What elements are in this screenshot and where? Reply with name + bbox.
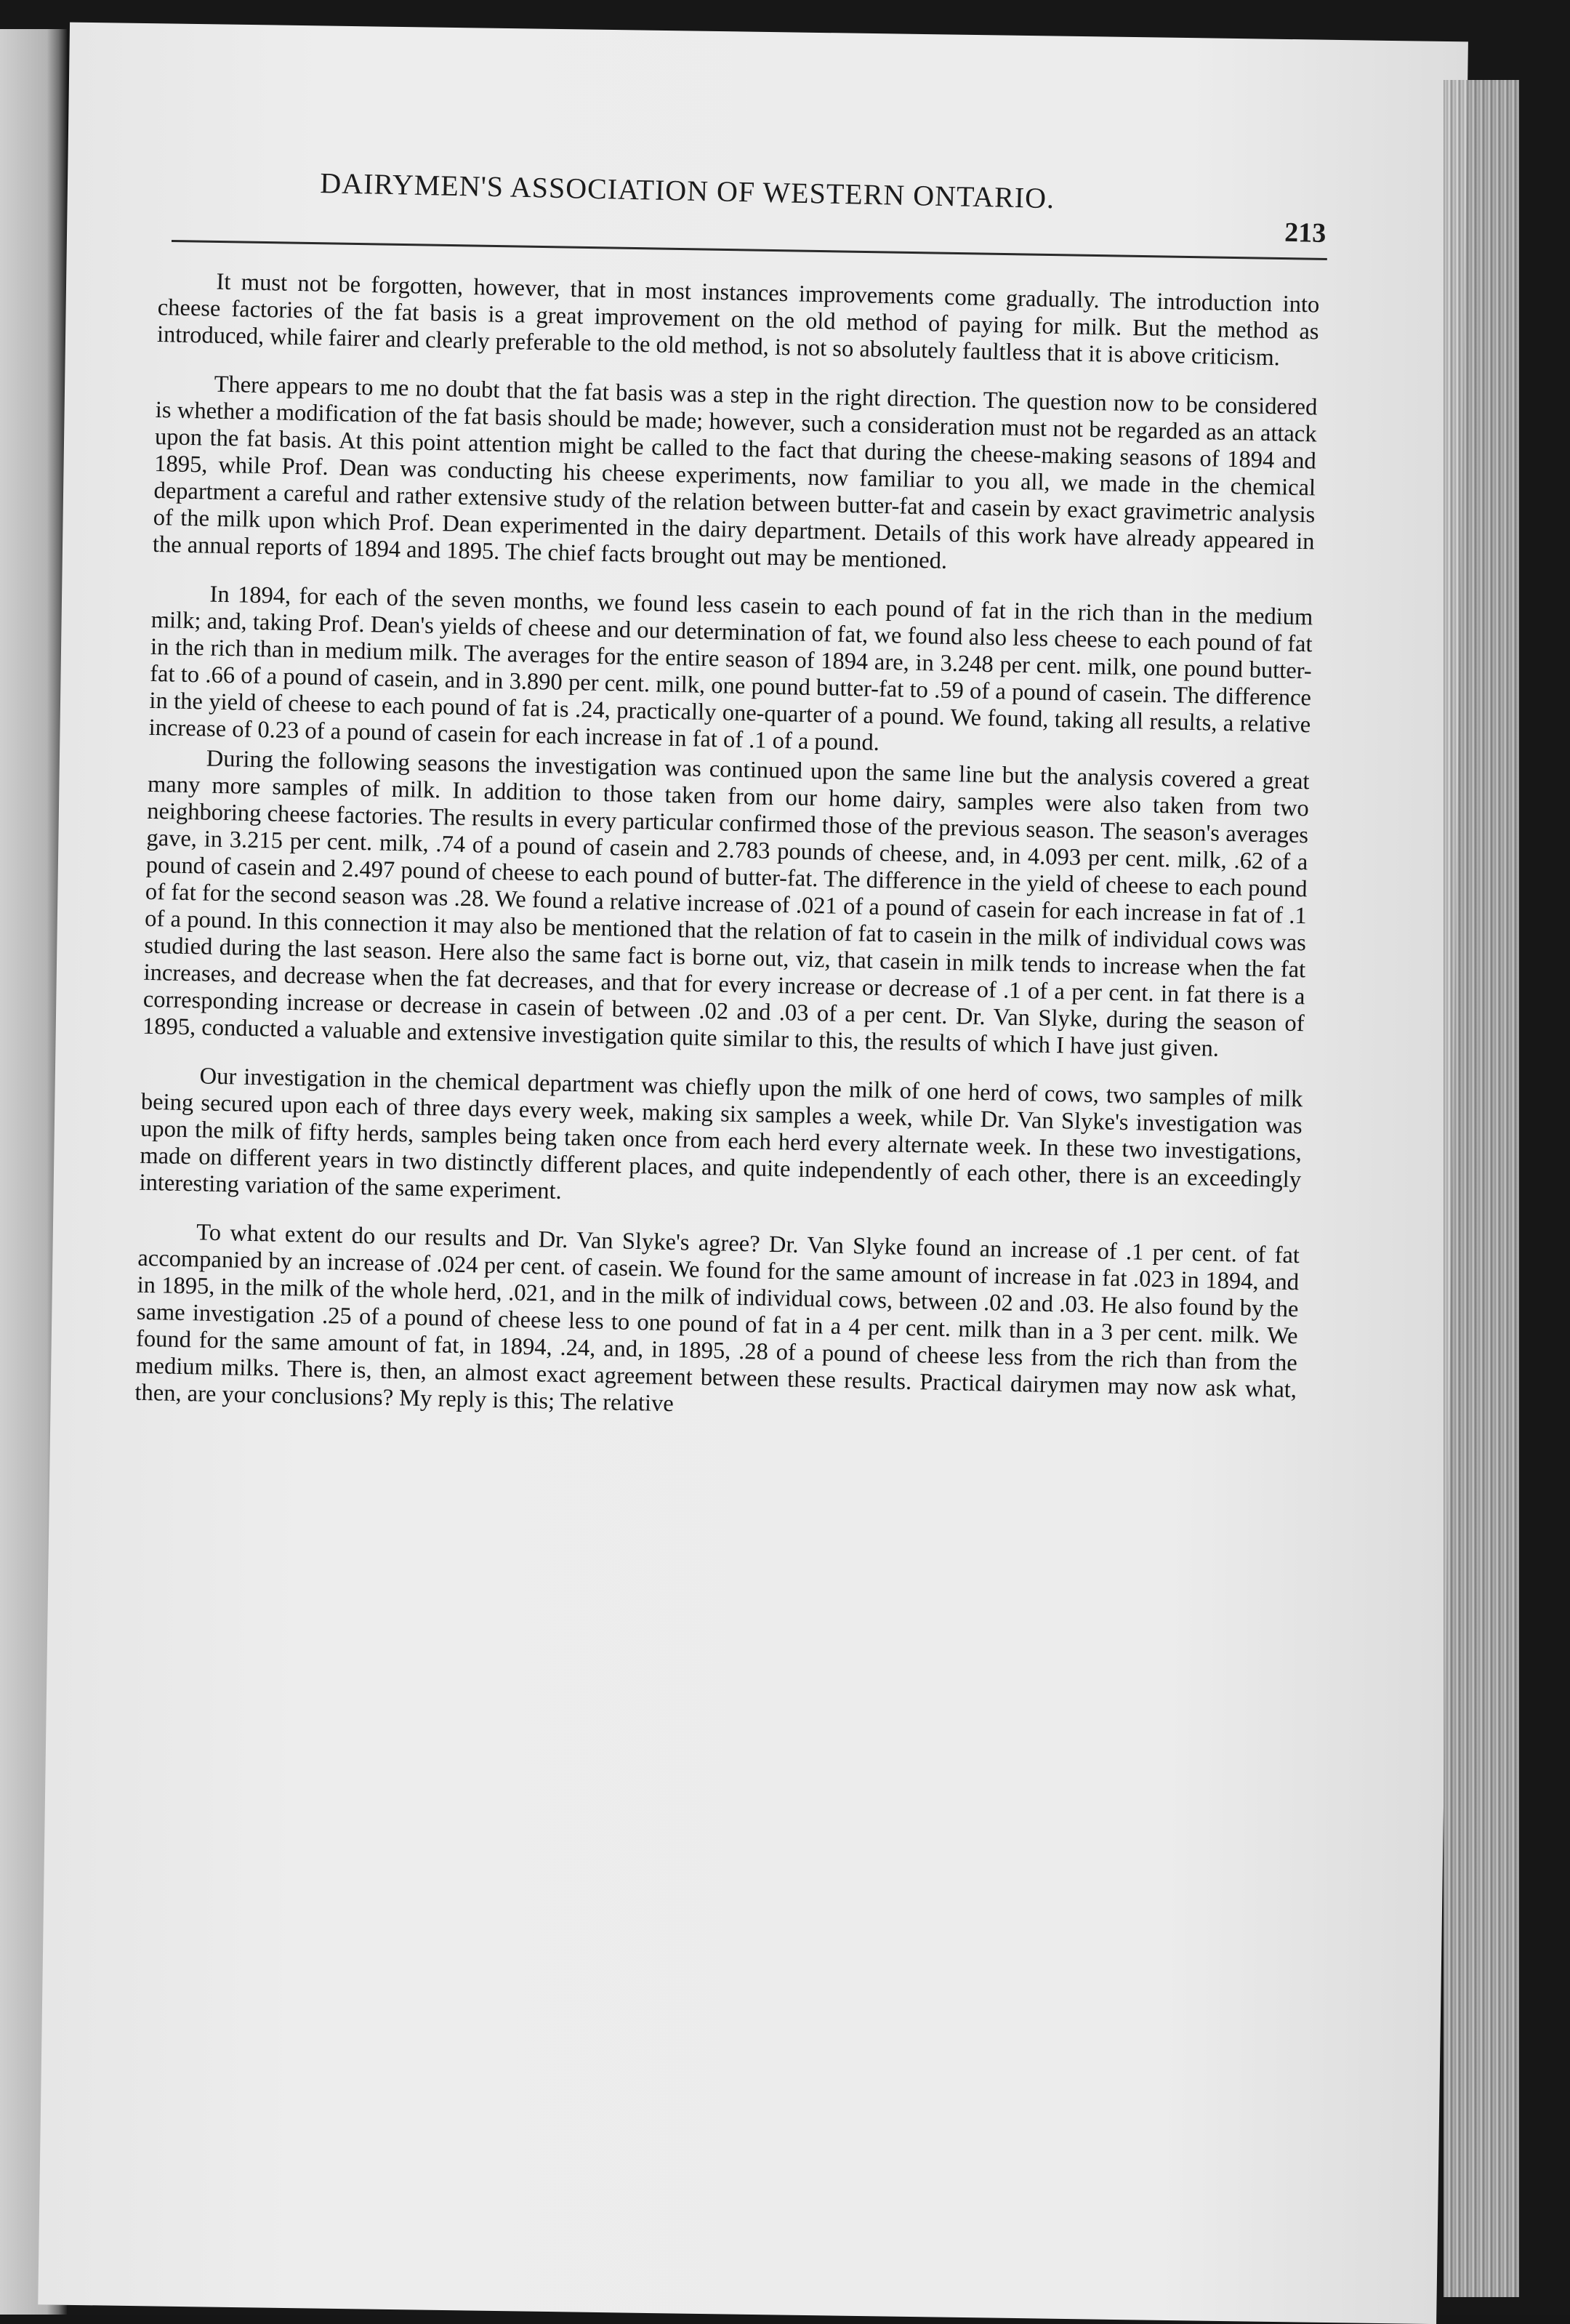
paragraph: To what extent do our results and Dr. Van Slyke's agree? Dr. Van Slyke found an increase of .1 per cent. of fat accompanied by an increase of .024 per cent. of casein. We found for the same amount of increase in fat .023 in 1894, and in 1895, in the milk of the whole herd, .021, and in the milk of individual cows, between .02 and .03. He also found by the same investigation .25 of a pound of cheese less to one pound of fat in a 4 per cent. milk than in a 3 per cent. milk. We found for the same amount of fat, in 1894, .24, and, in 1895, .28 of a pound of cheese less from the rich than from the medium milks. There is, then, an almost exact agreement between these results. Practical dairymen may now ask what, then, are your conclusions? My reply is this; The relative: [134, 1219, 1300, 1418]
paragraph: During the following seasons the investigation was continued upon the same line but the analysis covered a great many more samples of milk. In addition to those taken from our home dairy, samples were also taken from two neighboring cheese factories. The results in every particular confirmed those of the previous season. The season's averages gave, in 3.215 per cent. milk, .74 of a pound of casein and 2.783 pounds of cheese, and, in 4.093 per cent. milk, .62 of a pound of casein and 2.497 pound of cheese to each pound of butter-fat. The difference in the yield of cheese to each pound of fat for the second season was .28. We found a relative increase of .021 of a pound of casein for each increase in fat of .1 of a pound. In this connection it may also be mentioned that the relation of fat to casein in the milk of individual cows was studied during the last season. Here also the same fact is borne out, viz, that casein in milk tends to increase when the fat increases, and decrease when the fat decreases, and that for every increase or decrease of .1 of a per cent. in fat there is a corresponding increase or decrease in casein of between .02 and .03 of a per cent. Dr. Van Slyke, during the season of 1895, conducted a valuable and extensive investigation quite similar to this, the results of which I have just given.: [142, 745, 1310, 1062]
paragraph: In 1894, for each of the seven months, we found less casein to each pound of fat in the rich than in the medium milk; and, taking Prof. Dean's yields of cheese and our determination of fat, we found also less cheese to each pound of fat in the rich than in medium milk. The averages for the entire season of 1894 are, in 3.248 per cent. milk, one pound butter-fat to .66 of a pound of casein, and in 3.890 per cent. milk, one pound butter-fat to .59 of a pound of casein. The difference in the yield of cheese to each pound of fat is .24, practically one-quarter of a pound. We found, taking all results, a relative increase of 0.23 of a pound of casein for each increase in fat of .1 of a pound.: [148, 581, 1313, 756]
paragraph: There appears to me no doubt that the fat basis was a step in the right direction. The question now to be considered is whether a modification of the fat basis should be made; however, such a consideration must not be regarded as an attack upon the fat basis. At this point attention might be called to the fact that during the cheese-making seasons of 1894 and 1895, while Prof. Dean was conducting his cheese experiments, now familiar to you all, we made in the chemical department a careful and rather extensive study of the relation between butter-fat and casein by exact gravimetric analysis of the milk upon which Prof. Dean experimented in the dairy department. Details of this work have already appeared in the annual reports of 1894 and 1895. The chief facts brought out may be mentioned.: [152, 371, 1318, 574]
running-title: DAIRYMEN'S ASSOCIATION OF WESTERN ONTARIO.: [319, 166, 1055, 215]
paragraph: Our investigation in the chemical department was chiefly upon the milk of one herd of cows, two samples of milk being secured upon each of three days every week, making six samples a week, while Dr. Van Slyke's investigation was upon the milk of fifty herds, samples being taken once from each herd every alternate week. In these two investigations, made on different years in two distinctly different places, and quite independently of each other, there is an exceedingly interesting variation of the same experiment.: [139, 1063, 1303, 1205]
paragraph: It must not be forgotten, however, that in most instances improvements come gradually. The introduction into cheese factories of the fat basis is a great improvement on the old method of paying for milk. But the method as introduced, while fairer and clearly preferable to the old method, is not so absolutely faultless that it is above criticism.: [156, 268, 1320, 371]
page-edges: [1444, 80, 1519, 2297]
body-text: [134, 268, 1319, 1431]
page-number: 213: [1284, 217, 1327, 249]
